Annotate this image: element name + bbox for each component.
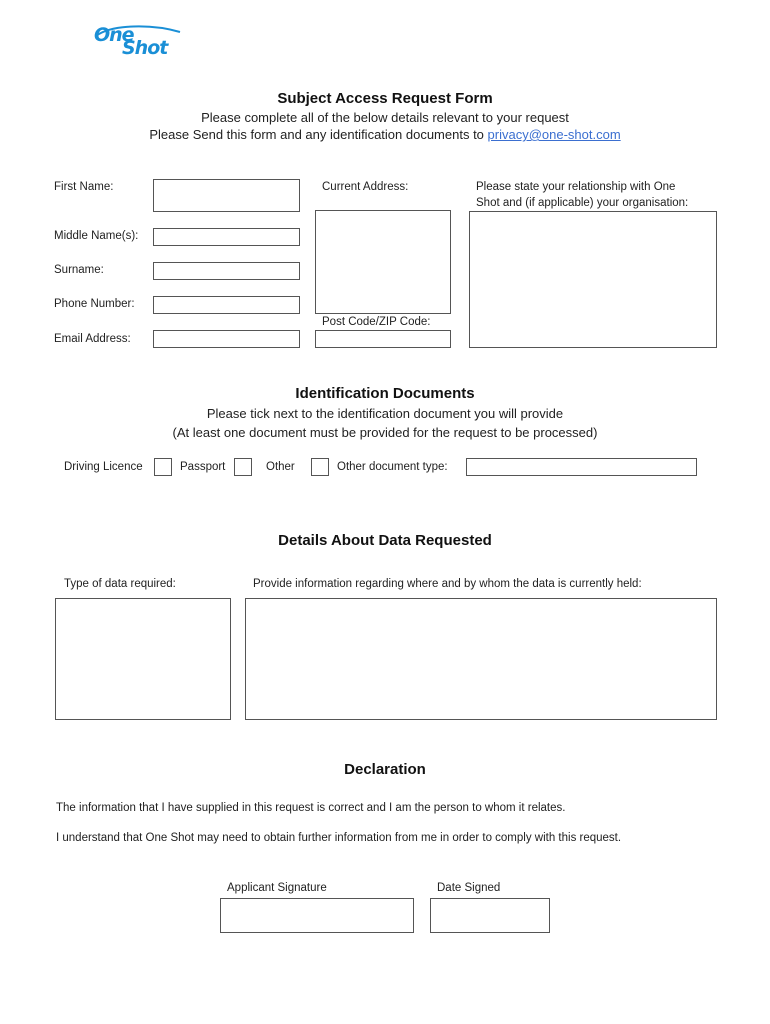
surname-field[interactable]	[153, 262, 300, 280]
logo-text-one: One	[94, 24, 134, 46]
data-held-label: Provide information regarding where and by whom the data is currently held:	[253, 578, 642, 590]
postcode-field[interactable]	[315, 330, 451, 348]
identification-title: Identification Documents	[295, 385, 475, 402]
form-title: Subject Access Request Form	[277, 90, 493, 107]
declaration-title: Declaration	[344, 761, 426, 778]
data-held-field[interactable]	[245, 598, 717, 720]
middle-names-field[interactable]	[153, 228, 300, 246]
current-address-label: Current Address:	[322, 181, 409, 193]
identification-line-1: Please tick next to the identification document you will provide	[206, 406, 564, 421]
postcode-label: Post Code/ZIP Code:	[322, 316, 431, 328]
relationship-label-line-1: Please state your relationship with One	[476, 181, 676, 193]
first-name-field[interactable]	[153, 179, 300, 212]
applicant-signature-label: Applicant Signature	[227, 882, 327, 894]
phone-number-field[interactable]	[153, 296, 300, 314]
email-address-field[interactable]	[153, 330, 300, 348]
other-label: Other	[266, 461, 295, 473]
relationship-label-line-2: Shot and (if applicable) your organisation:	[476, 197, 689, 209]
surname-label: Surname:	[54, 264, 104, 276]
phone-number-label: Phone Number:	[54, 298, 135, 310]
one-shot-logo	[92, 24, 187, 58]
first-name-label: First Name:	[54, 181, 114, 193]
date-signed-field[interactable]	[430, 898, 550, 933]
type-of-data-label: Type of data required:	[64, 578, 176, 590]
other-document-type-label: Other document type:	[337, 461, 448, 473]
date-signed-label: Date Signed	[437, 882, 501, 894]
privacy-email-link[interactable]: privacy@one-shot.com	[487, 127, 621, 142]
passport-checkbox[interactable]	[234, 458, 252, 476]
applicant-signature-field[interactable]	[220, 898, 414, 933]
intro-line-2-text: Please Send this form and any identification documents to	[149, 127, 488, 142]
driving-licence-checkbox[interactable]	[154, 458, 172, 476]
declaration-line-1: The information that I have supplied in this request is correct and I am the person to whom it relates.	[56, 802, 566, 814]
relationship-field[interactable]	[469, 211, 717, 348]
identification-line-2: (At least one document must be provided for the request to be processed)	[172, 425, 598, 440]
driving-licence-label: Driving Licence	[64, 461, 143, 473]
other-checkbox[interactable]	[311, 458, 329, 476]
current-address-field[interactable]	[315, 210, 451, 314]
email-address-label: Email Address:	[54, 333, 131, 345]
intro-line-1: Please complete all of the below details relevant to your request	[201, 110, 569, 125]
middle-names-label: Middle Name(s):	[54, 230, 139, 242]
logo-text-shot: Shot	[122, 37, 168, 59]
other-document-type-field[interactable]	[466, 458, 697, 476]
type-of-data-field[interactable]	[55, 598, 231, 720]
passport-label: Passport	[180, 461, 226, 473]
data-requested-title: Details About Data Requested	[278, 532, 492, 549]
declaration-line-2: I understand that One Shot may need to obtain further information from me in order to comply with this request.	[56, 832, 622, 844]
intro-line-2	[0, 127, 770, 142]
